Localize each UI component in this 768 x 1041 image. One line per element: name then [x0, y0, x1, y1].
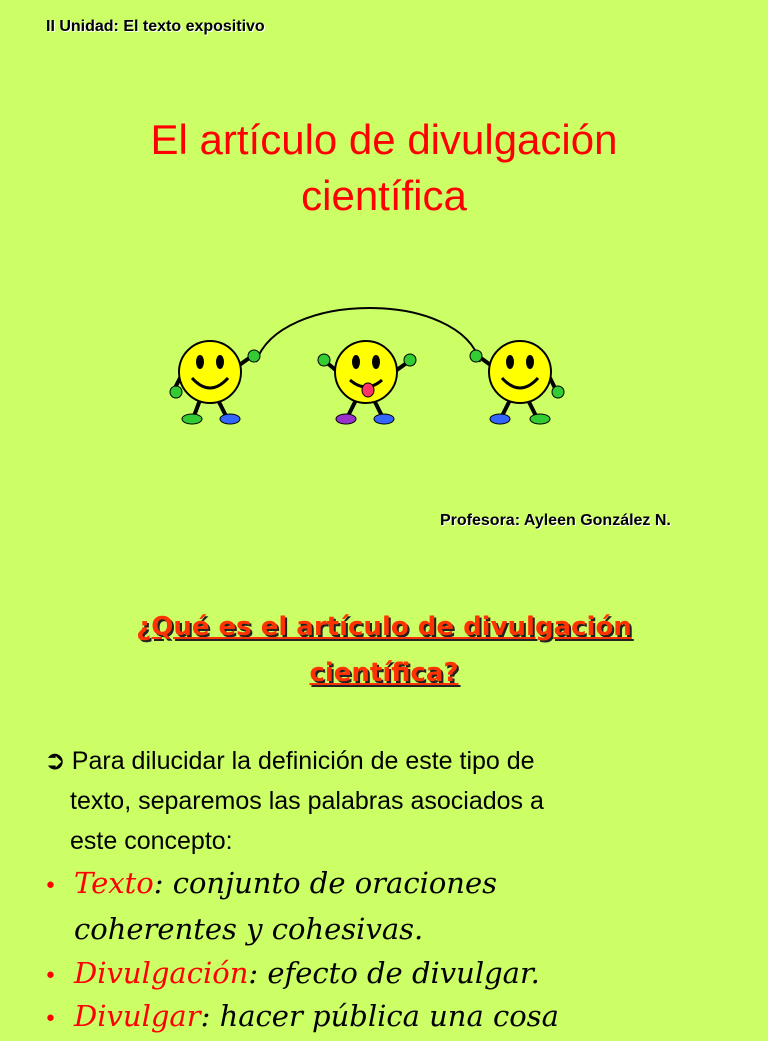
- definition-item-divulgacion: [44, 952, 540, 998]
- bullet-icon: •: [44, 964, 57, 989]
- smiley-left: [170, 341, 260, 424]
- definition-text: : hacer pública una cosa: [200, 999, 559, 1033]
- definition-text: : efecto de divulgar.: [248, 956, 540, 990]
- right-arrow-icon: ➲: [44, 745, 66, 775]
- question-heading: [0, 604, 768, 696]
- bullet-icon: •: [44, 1007, 57, 1032]
- definition-item-divulgar: [44, 995, 559, 1041]
- unit-heading: II Unidad: El texto expositivo: [46, 18, 265, 35]
- intro-line-1: Para dilucidar la definición de este tipo de: [71, 747, 535, 775]
- definition-text-cont: coherentes y cohesivas.: [74, 912, 424, 946]
- question-line-2: científica?: [309, 658, 459, 688]
- title-line-2: científica: [301, 172, 467, 219]
- smiley-jump-rope-icon: [160, 300, 600, 430]
- intro-line-3: este concepto:: [70, 827, 233, 855]
- definition-item-texto: [44, 862, 497, 950]
- definition-text: : conjunto de oraciones: [153, 866, 498, 900]
- definition-term: Divulgación: [74, 956, 249, 990]
- definition-term: Divulgar: [74, 999, 201, 1033]
- intro-paragraph: [44, 740, 724, 861]
- definition-term: Texto: [74, 866, 154, 900]
- title-line-1: El artículo de divulgación: [150, 116, 618, 163]
- smiley-right: [470, 341, 564, 424]
- author-credit: Profesora: Ayleen González N.: [440, 512, 671, 529]
- question-line-1: ¿Qué es el artículo de divulgación: [136, 612, 632, 642]
- slide-title: [0, 112, 768, 224]
- smiley-middle: [318, 341, 416, 424]
- bullet-icon: •: [44, 874, 57, 899]
- intro-line-2: texto, separemos las palabras asociados a: [70, 787, 544, 815]
